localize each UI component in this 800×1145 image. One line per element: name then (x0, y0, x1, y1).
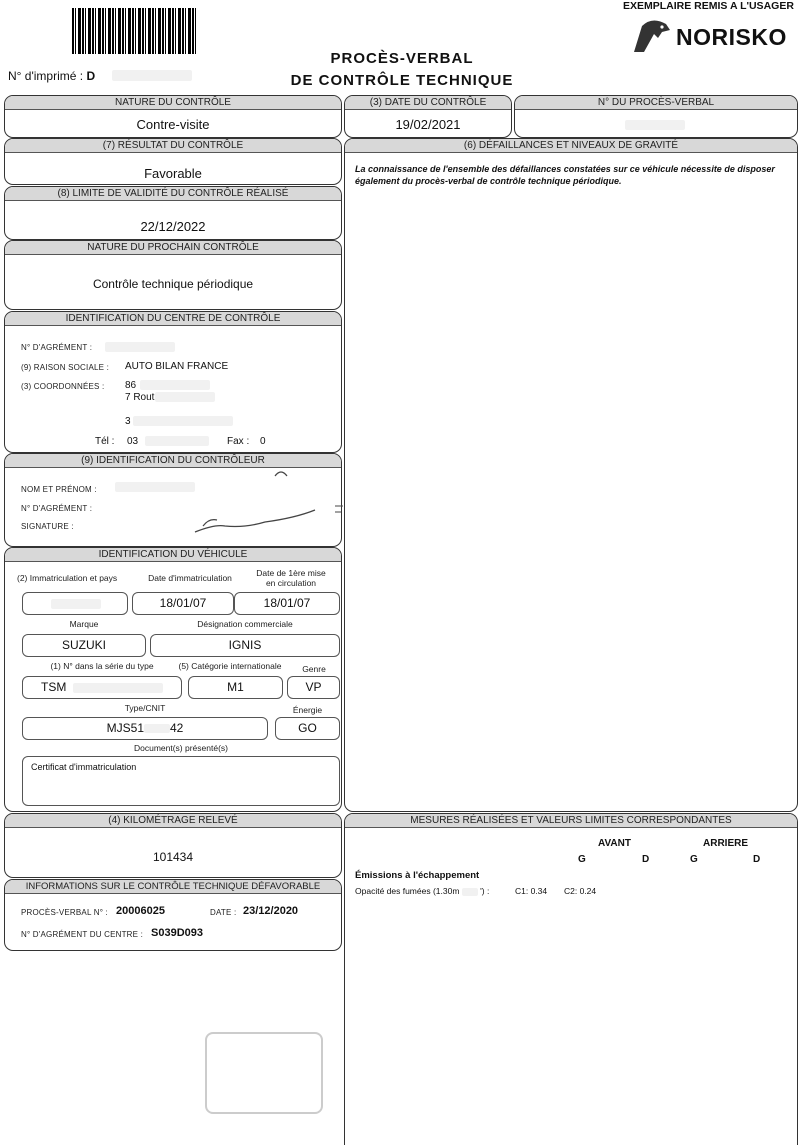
exemplaire-note: EXEMPLAIRE REMIS A L'USAGER (623, 0, 794, 12)
centre-tel-value: 03 (127, 436, 139, 447)
defavorable-date-value: 23/12/2020 (243, 905, 299, 917)
type-label: Type/CNIT (124, 703, 166, 713)
norisko-logo (632, 18, 800, 54)
centre-coord-label: (3) COORDONNÉES : (21, 382, 105, 391)
defaillances-box (344, 138, 798, 812)
designation-field: IGNIS (150, 634, 340, 657)
nature-controle-box (4, 95, 342, 138)
centre-coord-line1: 86 (125, 380, 137, 391)
imprime-label: N° d'imprimé : (8, 69, 84, 83)
genre-label: Genre (302, 664, 326, 674)
vehicule-header: IDENTIFICATION DU VÉHICULE (5, 548, 341, 562)
date-controle-header: (3) DATE DU CONTRÔLE (345, 96, 511, 110)
imprime-number (8, 69, 95, 83)
resultat-box (4, 138, 342, 185)
opacite-label (355, 886, 489, 896)
nature-controle-header: NATURE DU CONTRÔLE (5, 96, 341, 110)
prochain-controle-box (4, 240, 342, 310)
mesures-arriere-d: D (753, 854, 761, 865)
centre-fax-label: Fax : (227, 436, 250, 447)
centre-header: IDENTIFICATION DU CENTRE DE CONTRÔLE (5, 312, 341, 326)
signature-scribble (185, 466, 345, 536)
nature-controle-value: Contre-visite (136, 117, 210, 132)
designation-label: Désignation commerciale (197, 619, 293, 629)
numero-pv-box (514, 95, 798, 138)
emissions-title: Émissions à l'échappement (355, 870, 480, 881)
kilometrage-box (4, 813, 342, 878)
kilometrage-value: 101434 (152, 850, 194, 864)
date-immat-label: Date d'immatriculation (148, 573, 232, 583)
mesures-avant-g: G (578, 854, 586, 865)
centre-fax-value: 0 (260, 436, 266, 447)
documents-value: Certificat d'immatriculation (31, 762, 137, 772)
immat-label: (2) Immatriculation et pays (17, 573, 118, 583)
centre-tel-label: Tél : (95, 436, 115, 447)
centre-agrement-label: N° D'AGRÉMENT : (21, 343, 93, 352)
date-immat-field: 18/01/07 (132, 592, 234, 615)
defavorable-pv-value: 20006025 (116, 905, 165, 917)
opacite-c2: C2: 0.24 (564, 886, 597, 896)
centre-raison-label: (9) RAISON SOCIALE : (21, 363, 110, 372)
mesures-arriere: ARRIERE (703, 838, 749, 849)
defavorable-date-label: DATE : (210, 908, 237, 917)
imprime-value: D (86, 69, 96, 83)
defavorable-header: INFORMATIONS SUR LE CONTRÔLE TECHNIQUE DÉFAVORABLE (5, 880, 341, 894)
date-mise-field: 18/01/07 (234, 592, 340, 615)
mesures-avant-d: D (642, 854, 650, 865)
categorie-label: (5) Catégorie internationale (178, 661, 282, 671)
controleur-agrement-label: N° D'AGRÉMENT : (21, 504, 93, 513)
controleur-signature-label: SIGNATURE : (21, 522, 74, 531)
kilometrage-header: (4) KILOMÉTRAGE RELEVÉ (5, 814, 341, 828)
resultat-header: (7) RÉSULTAT DU CONTRÔLE (5, 139, 341, 153)
stamp-frame (205, 1032, 323, 1114)
resultat-value: Favorable (144, 166, 202, 181)
opacite-c1: C1: 0.34 (515, 886, 548, 896)
centre-raison-value: AUTO BILAN FRANCE (125, 361, 229, 372)
defavorable-pv-label: PROCÈS-VERBAL N° : (21, 908, 108, 917)
centre-coord-line2: 7 Rout (125, 392, 155, 403)
serie-value: TSM (41, 680, 67, 694)
centre-box (4, 311, 342, 453)
documents-label: Document(s) présenté(s) (133, 743, 228, 753)
marque-field: SUZUKI (22, 634, 146, 657)
defaillances-header: (6) DÉFAILLANCES ET NIVEAUX DE GRAVITÉ (345, 139, 797, 153)
vehicule-box (4, 547, 342, 812)
serie-field (22, 676, 182, 699)
mesures-arriere-g: G (690, 854, 698, 865)
documents-field (22, 756, 340, 806)
mesures-box (344, 813, 798, 1145)
type-value-end: 42 (170, 721, 184, 735)
date-mise-label-1: Date de 1ère mise (256, 568, 326, 578)
defavorable-agrement-value: S039D093 (151, 927, 203, 939)
energie-field: GO (275, 717, 340, 740)
limite-validite-value: 22/12/2022 (140, 219, 206, 234)
numero-pv-header: N° DU PROCÈS-VERBAL (515, 96, 797, 110)
controleur-box (4, 453, 342, 547)
categorie-field: M1 (188, 676, 283, 699)
genre-field: VP (287, 676, 340, 699)
limite-validite-header: (8) LIMITE DE VALIDITÉ DU CONTRÔLE RÉALISÉ (5, 187, 341, 201)
energie-label: Énergie (292, 705, 323, 715)
date-controle-box (344, 95, 512, 138)
marque-label: Marque (69, 619, 99, 629)
limite-validite-box (4, 186, 342, 240)
type-field (22, 717, 268, 740)
date-controle-value: 19/02/2021 (395, 117, 461, 132)
date-mise-label-2: en circulation (265, 578, 317, 588)
defaillances-text: La connaissance de l'ensemble des défaillances constatées sur ce véhicule nécessite de disposer également du procès-verbal de contrôle technique périodique. (355, 164, 775, 186)
centre-coord-line3: 3 (125, 416, 131, 427)
controleur-nom-label: NOM ET PRÉNOM : (21, 485, 97, 494)
mesures-header: MESURES RÉALISÉES ET VALEURS LIMITES CORRESPONDANTES (345, 814, 797, 828)
defavorable-box (4, 879, 342, 951)
prochain-controle-header: NATURE DU PROCHAIN CONTRÔLE (5, 241, 341, 255)
opacite-label-end: ') : (480, 886, 490, 896)
type-value: MJS51 (106, 721, 144, 735)
opacite-label-start: Opacité des fumées (1.30m (355, 886, 460, 896)
mesures-avant: AVANT (598, 838, 631, 849)
brand-name: NORISKO (676, 24, 787, 50)
defavorable-agrement-label: N° D'AGRÉMENT DU CENTRE : (21, 930, 144, 939)
prochain-controle-value: Contrôle technique périodique (92, 277, 254, 291)
serie-label: (1) N° dans la série du type (50, 661, 154, 671)
barcode (72, 8, 196, 54)
page-title-line2: DE CONTRÔLE TECHNIQUE (290, 72, 514, 89)
eagle-icon (632, 18, 672, 54)
immat-field (22, 592, 128, 615)
controleur-header: (9) IDENTIFICATION DU CONTRÔLEUR (5, 454, 341, 468)
page-title-line1: PROCÈS-VERBAL (330, 50, 474, 67)
